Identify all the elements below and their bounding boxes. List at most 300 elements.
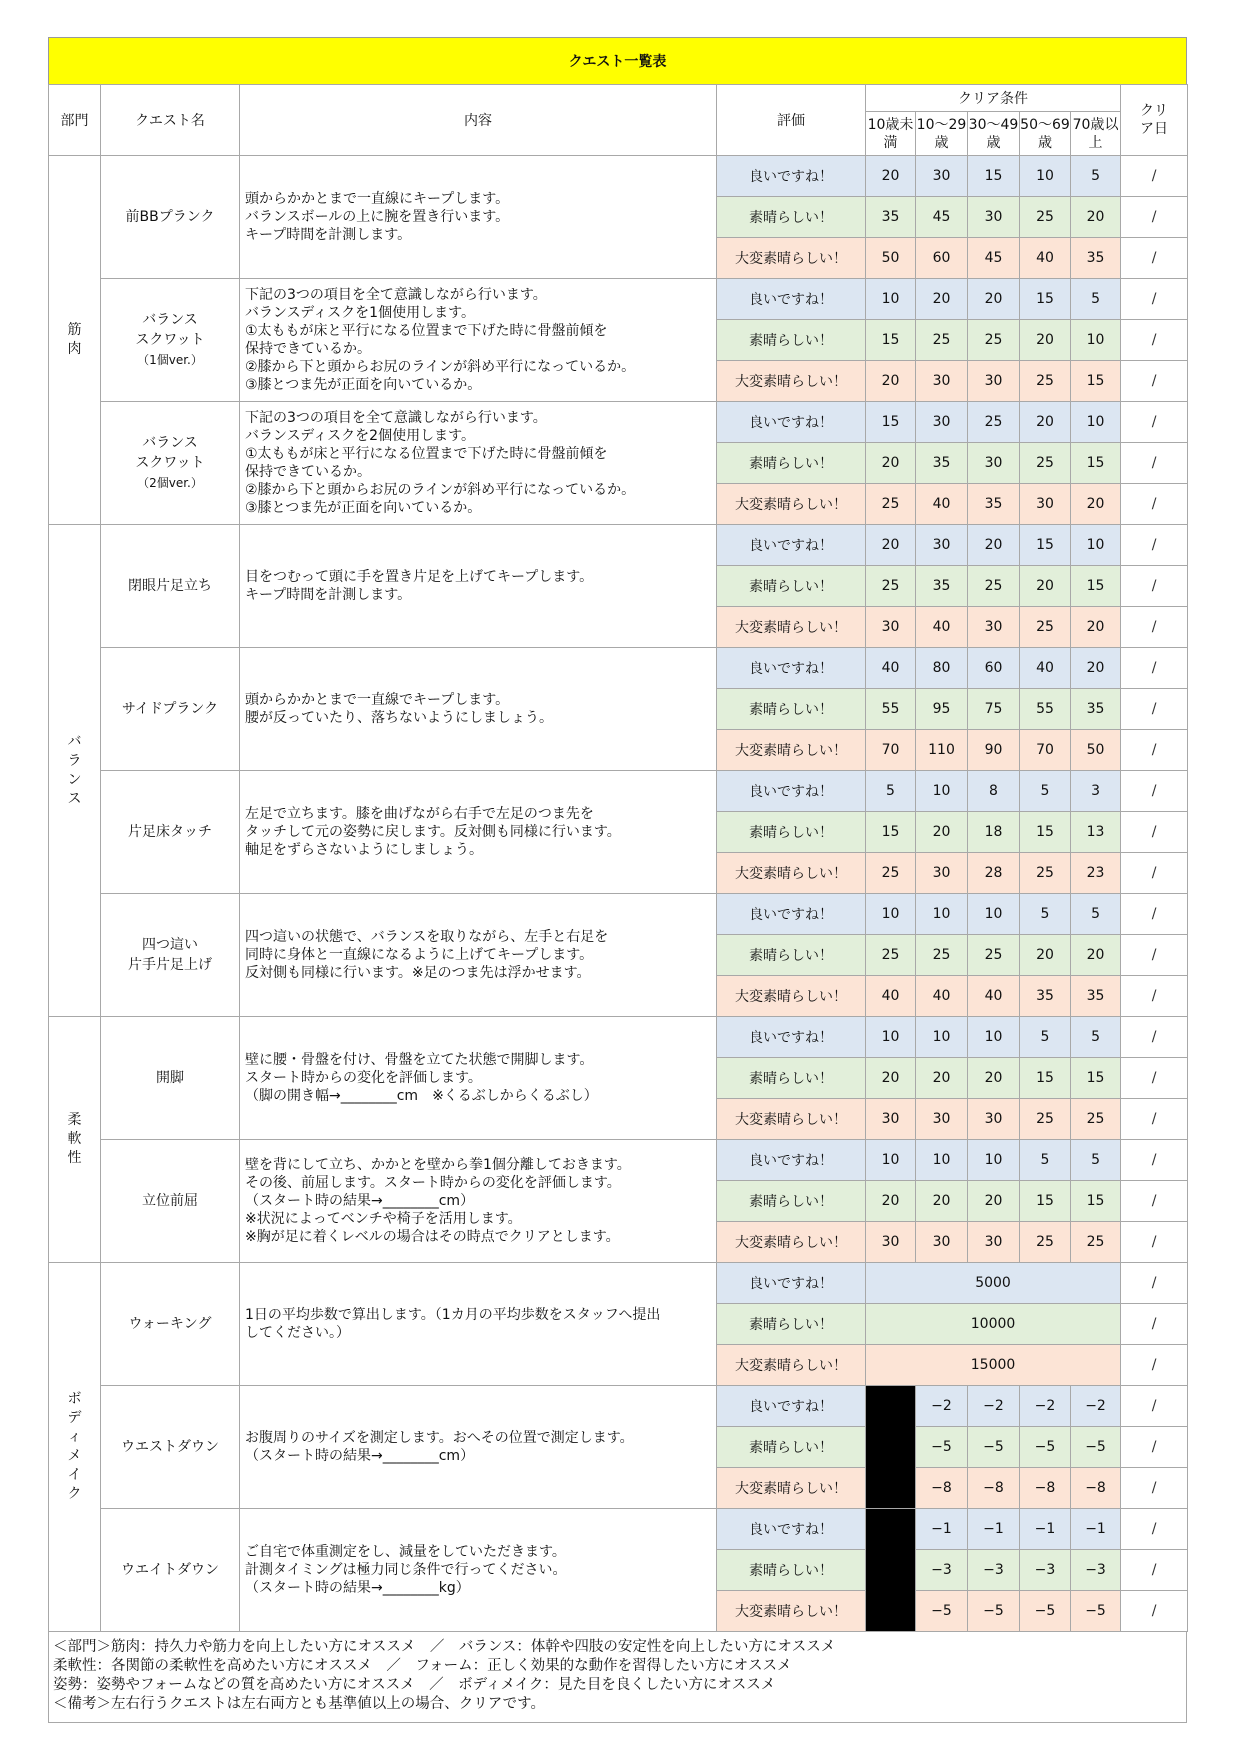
value-cell: −3	[968, 1550, 1020, 1591]
footer-notes	[48, 1632, 1187, 1723]
value-cell: 25	[866, 484, 916, 525]
value-cell: 25	[866, 853, 916, 894]
clear-day-cell[interactable]: /	[1121, 443, 1188, 484]
blackout-cell	[866, 1509, 916, 1632]
content-line: ご自宅で体重測定をし、減量をしていただきます。	[245, 1544, 566, 1560]
value-cell: 25	[968, 402, 1020, 443]
header-age-2	[968, 112, 1020, 156]
header-clear-condition: クリア条件	[866, 85, 1121, 112]
footer-line: 柔軟性：各関節の柔軟性を高めたい方にオススメ ／ フォーム：正しく効果的な動作を習得したい方にオススメ	[53, 1658, 792, 1674]
text-line: スクワット	[135, 455, 205, 471]
text-line: 立位前屈	[142, 1193, 198, 1209]
clear-day-cell[interactable]: /	[1121, 1386, 1188, 1427]
footer-line: ＜部門＞筋肉：持久力や筋力を向上したい方にオススメ ／ バランス：体幹や四肢の安定性を向上したい方にオススメ	[53, 1639, 836, 1655]
content-line: ②膝から下と頭からお尻のラインが斜め平行になっているか。	[245, 359, 636, 375]
clear-day-cell[interactable]: /	[1121, 238, 1188, 279]
text-line: イ	[67, 1467, 82, 1483]
content-line: 1日の平均歩数で算出します。（1カ月の平均歩数をスタッフへ提出	[245, 1307, 661, 1323]
table-row	[49, 525, 1188, 566]
table-row	[49, 1140, 1188, 1181]
blackout-cell	[866, 1386, 916, 1509]
text-line: 29歳	[934, 116, 967, 151]
quest-name	[101, 1386, 240, 1509]
value-cell: 30	[866, 1099, 916, 1140]
clear-day-cell[interactable]: /	[1121, 689, 1188, 730]
quest-name	[101, 648, 240, 771]
value-cell: −5	[1071, 1591, 1121, 1632]
value-cell: 15	[1020, 279, 1071, 320]
value-cell: 15	[1020, 1181, 1071, 1222]
content-line: 反対側も同様に行います。※足のつま先は浮かせます。	[245, 965, 591, 981]
content-line: 腰が反っていたり、落ちないようにしましょう。	[245, 710, 553, 726]
value-cell: 25	[866, 935, 916, 976]
text-line: スクワット	[135, 332, 205, 348]
value-cell: 40	[866, 648, 916, 689]
text-line: ス	[67, 790, 82, 807]
value-cell: 23	[1071, 853, 1121, 894]
content-line: お腹周りのサイズを測定します。おへその位置で測定します。	[245, 1430, 634, 1446]
value-cell: 15	[968, 156, 1020, 197]
text-line: バランス	[142, 435, 198, 451]
value-cell: 5	[1071, 156, 1121, 197]
rating-label: 良いですね！	[717, 156, 866, 197]
rating-label: 素晴らしい！	[717, 935, 866, 976]
clear-day-cell[interactable]: /	[1121, 1509, 1188, 1550]
value-cell: 25	[1020, 607, 1071, 648]
content-line: 保持できているか。	[245, 341, 371, 357]
text-line: ウエストダウン	[121, 1439, 219, 1455]
header-content: 内容	[240, 85, 717, 156]
value-cell: 13	[1071, 812, 1121, 853]
value-cell: 30	[968, 197, 1020, 238]
clear-day-cell[interactable]: /	[1121, 1427, 1188, 1468]
value-cell: −3	[1020, 1550, 1071, 1591]
content-line: 計測タイミングは極力同じ条件で行ってください。	[245, 1562, 567, 1578]
text-line: 閉眼片足立ち	[128, 578, 212, 594]
clear-day-cell[interactable]: /	[1121, 1017, 1188, 1058]
text-line: メ	[67, 1448, 82, 1464]
value-cell: 35	[1071, 976, 1121, 1017]
text-line: ラ	[67, 752, 82, 769]
value-cell: 3	[1071, 771, 1121, 812]
content-line: キープ時間を計測します。	[245, 587, 412, 603]
value-cell: 55	[1020, 689, 1071, 730]
clear-day-cell[interactable]: /	[1121, 1222, 1188, 1263]
value-cell: 10	[968, 1017, 1020, 1058]
value-cell: 25	[1020, 1099, 1071, 1140]
value-cell: 20	[1020, 566, 1071, 607]
text-line: ク	[67, 1486, 82, 1502]
table-row	[49, 402, 1188, 443]
value-cell: 30	[916, 156, 968, 197]
value-cell: 30	[968, 1222, 1020, 1263]
rating-label: 大変素晴らしい！	[717, 607, 866, 648]
value-cell: 15	[866, 812, 916, 853]
clear-day-cell[interactable]: /	[1121, 730, 1188, 771]
content-line: 下記の3つの項目を全て意識しながら行います。	[245, 410, 547, 426]
value-cell: 20	[916, 1181, 968, 1222]
text-line: 片足床タッチ	[128, 824, 212, 840]
value-cell: 30	[968, 361, 1020, 402]
value-cell: 10	[916, 1140, 968, 1181]
value-cell: 5	[866, 771, 916, 812]
sheet-title: クエスト一覧表	[48, 37, 1187, 84]
value-cell: 10	[968, 894, 1020, 935]
text-line: サイドプランク	[121, 701, 219, 717]
value-cell: 35	[1020, 976, 1071, 1017]
content-line: ①太ももが床と平行になる位置まで下げた時に骨盤前傾を	[245, 446, 608, 462]
clear-day-cell[interactable]: /	[1121, 566, 1188, 607]
value-cell: −1	[1020, 1509, 1071, 1550]
value-cell: 20	[1020, 402, 1071, 443]
value-cell: 30	[916, 402, 968, 443]
value-cell: −8	[968, 1468, 1020, 1509]
value-cell: 25	[968, 566, 1020, 607]
rating-label: 大変素晴らしい！	[717, 484, 866, 525]
rating-label: 大変素晴らしい！	[717, 730, 866, 771]
clear-day-cell[interactable]: /	[1121, 1099, 1188, 1140]
text-line: デ	[67, 1410, 82, 1426]
value-cell: −8	[1071, 1468, 1121, 1509]
table-row	[49, 771, 1188, 812]
value-cell: 5	[1071, 894, 1121, 935]
value-cell: 40	[916, 484, 968, 525]
value-cell: 25	[1020, 197, 1071, 238]
value-cell: 25	[1020, 361, 1071, 402]
value-cell: 5	[1071, 1140, 1121, 1181]
value-cell: 20	[866, 156, 916, 197]
content-line: ※胸が足に着くレベルの場合はその時点でクリアとします。	[245, 1229, 620, 1245]
value-cell: 20	[866, 1181, 916, 1222]
table-row	[49, 1263, 1188, 1304]
rating-label: 大変素晴らしい！	[717, 1345, 866, 1386]
text-line: ウエイトダウン	[121, 1562, 219, 1578]
content-line: ※状況によってベンチや椅子を活用します。	[245, 1211, 522, 1227]
value-cell: 55	[866, 689, 916, 730]
content-line: ①太ももが床と平行になる位置まで下げた時に骨盤前傾を	[245, 323, 608, 339]
clear-day-cell[interactable]: /	[1121, 853, 1188, 894]
table-row	[49, 1509, 1188, 1550]
clear-day-cell[interactable]: /	[1121, 525, 1188, 566]
value-cell: −1	[1071, 1509, 1121, 1550]
value-cell: 8	[968, 771, 1020, 812]
rating-label: 大変素晴らしい！	[717, 1468, 866, 1509]
value-cell: 15	[866, 320, 916, 361]
text-line: 以上	[1088, 116, 1119, 151]
header-dept: 部門	[49, 85, 101, 156]
rating-label: 良いですね！	[717, 1263, 866, 1304]
footer-line: 姿勢：姿勢やフォームなどの質を高めたい方にオススメ ／ ボディメイク：見た目を良くしたい方にオススメ	[53, 1677, 776, 1693]
value-cell: −8	[916, 1468, 968, 1509]
text-line: 片手片足上げ	[128, 957, 212, 973]
text-line: 性	[67, 1150, 82, 1166]
quest-name	[101, 156, 240, 279]
clear-day-cell[interactable]: /	[1121, 484, 1188, 525]
quest-name	[101, 894, 240, 1017]
value-cell: 20	[1071, 607, 1121, 648]
quest-name	[101, 1263, 240, 1386]
quest-content	[240, 1017, 717, 1140]
content-line: バランスボールの上に腕を置き行います。	[245, 209, 510, 225]
content-line: （スタート時の結果→________cm）	[245, 1193, 475, 1209]
content-line: 四つ這いの状態で、バランスを取りながら、左手と右足を	[245, 929, 609, 945]
value-cell: −2	[1071, 1386, 1121, 1427]
header-rating: 評価	[717, 85, 866, 156]
value-cell: 50	[1071, 730, 1121, 771]
value-cell: 25	[1071, 1222, 1121, 1263]
rating-label: 素晴らしい！	[717, 812, 866, 853]
rating-label: 良いですね！	[717, 1017, 866, 1058]
value-cell: 15	[1020, 1058, 1071, 1099]
clear-day-cell[interactable]: /	[1121, 1181, 1188, 1222]
text-line: 柔	[67, 1112, 82, 1128]
text-line: 69歳	[1038, 116, 1070, 151]
value-cell: 40	[916, 607, 968, 648]
quest-name	[101, 1017, 240, 1140]
text-line: ン	[67, 771, 82, 788]
clear-day-cell[interactable]: /	[1121, 402, 1188, 443]
quest-name	[101, 1509, 240, 1632]
value-cell: 20	[866, 1058, 916, 1099]
header-clear-day	[1121, 85, 1188, 156]
table-row	[49, 894, 1188, 935]
clear-day-cell[interactable]: /	[1121, 1468, 1188, 1509]
text-line: ボ	[67, 1391, 82, 1407]
clear-day-cell[interactable]: /	[1121, 197, 1188, 238]
quest-sub: （1個ver.）	[137, 353, 203, 367]
content-line: （スタート時の結果→________cm）	[245, 1448, 475, 1464]
clear-day-cell[interactable]: /	[1121, 894, 1188, 935]
quest-content	[240, 771, 717, 894]
clear-day-cell[interactable]: /	[1121, 976, 1188, 1017]
value-cell: −5	[968, 1591, 1020, 1632]
value-cell: −5	[968, 1427, 1020, 1468]
content-line: してください。）	[245, 1325, 350, 1341]
text-line: 70歳	[1072, 116, 1105, 133]
content-line: 壁を背にして立ち、かかとを壁から拳1個分離しておきます。	[245, 1157, 631, 1173]
value-cell: 60	[916, 238, 968, 279]
quest-name	[101, 771, 240, 894]
quest-name	[101, 525, 240, 648]
content-line: （脚の開き幅→________cm ※くるぶしからくるぶし）	[245, 1088, 598, 1104]
content-line: キープ時間を計測します。	[245, 227, 412, 243]
rating-label: 素晴らしい！	[717, 1427, 866, 1468]
value-cell: 90	[968, 730, 1020, 771]
value-cell: 45	[916, 197, 968, 238]
content-line: 下記の3つの項目を全て意識しながら行います。	[245, 287, 547, 303]
text-line: 四つ這い	[142, 937, 198, 953]
text-line: 筋	[67, 322, 82, 338]
text-line: 50～	[1020, 116, 1052, 133]
table-row	[49, 1017, 1188, 1058]
content-line: バランスディスクを1個使用します。	[245, 305, 475, 321]
clear-day-cell[interactable]: /	[1121, 156, 1188, 197]
text-line: 10歳	[867, 116, 900, 133]
value-cell: 18	[968, 812, 1020, 853]
text-line: バ	[67, 733, 82, 750]
rating-label: 良いですね！	[717, 1386, 866, 1427]
value-cell: 15	[1020, 525, 1071, 566]
value-cell: 20	[1071, 484, 1121, 525]
value-cell: 10	[916, 771, 968, 812]
quest-content	[240, 648, 717, 771]
value-cell: −2	[968, 1386, 1020, 1427]
value-cell: −8	[1020, 1468, 1071, 1509]
rating-label: 大変素晴らしい！	[717, 1591, 866, 1632]
clear-day-cell[interactable]: /	[1121, 1345, 1188, 1386]
quest-content	[240, 402, 717, 525]
value-cell: 30	[866, 607, 916, 648]
value-cell: 35	[968, 484, 1020, 525]
value-cell: −2	[916, 1386, 968, 1427]
section-label	[49, 156, 101, 525]
rating-label: 良いですね！	[717, 648, 866, 689]
header-age-1	[916, 112, 968, 156]
value-cell: 30	[968, 607, 1020, 648]
rating-label: 大変素晴らしい！	[717, 853, 866, 894]
value-cell: 40	[1020, 648, 1071, 689]
value-cell: 10	[866, 1140, 916, 1181]
quest-name	[101, 402, 240, 525]
value-cell: 15	[866, 402, 916, 443]
value-cell: 5	[1071, 279, 1121, 320]
value-cell: −5	[916, 1591, 968, 1632]
value-cell: 25	[916, 935, 968, 976]
content-line: 同時に身体と一直線になるように上げてキープします。	[245, 947, 594, 963]
clear-day-cell[interactable]: /	[1121, 648, 1188, 689]
rating-label: 大変素晴らしい！	[717, 361, 866, 402]
content-line: バランスディスクを2個使用します。	[245, 428, 475, 444]
rating-label: 良いですね！	[717, 279, 866, 320]
clear-day-cell[interactable]: /	[1121, 771, 1188, 812]
clear-day-cell[interactable]: /	[1121, 1058, 1188, 1099]
clear-day-cell[interactable]: /	[1121, 320, 1188, 361]
text-line: ィ	[67, 1429, 82, 1445]
rating-label: 大変素晴らしい！	[717, 1222, 866, 1263]
content-line: その後、前屈します。スタート時からの変化を評価します。	[245, 1175, 621, 1191]
value-cell: 10	[1071, 525, 1121, 566]
value-cell: −1	[968, 1509, 1020, 1550]
section-label	[49, 1017, 101, 1263]
value-cell: −5	[1020, 1427, 1071, 1468]
value-cell: 35	[1071, 238, 1121, 279]
value-cell: 60	[968, 648, 1020, 689]
quest-name	[101, 1140, 240, 1263]
clear-day-cell[interactable]: /	[1121, 1550, 1188, 1591]
text-line: ウォーキング	[128, 1316, 212, 1332]
value-cell: 25	[866, 566, 916, 607]
value-cell: 30	[916, 1099, 968, 1140]
rating-label: 良いですね！	[717, 1509, 866, 1550]
rating-label: 素晴らしい！	[717, 443, 866, 484]
value-cell: 10000	[866, 1304, 1121, 1345]
clear-day-cell[interactable]: /	[1121, 607, 1188, 648]
rating-label: 良いですね！	[717, 402, 866, 443]
clear-day-cell[interactable]: /	[1121, 812, 1188, 853]
value-cell: 30	[968, 1099, 1020, 1140]
value-cell: 40	[1020, 238, 1071, 279]
clear-day-cell[interactable]: /	[1121, 1263, 1188, 1304]
rating-label: 良いですね！	[717, 771, 866, 812]
value-cell: 15	[1020, 812, 1071, 853]
value-cell: 75	[968, 689, 1020, 730]
value-cell: 20	[1020, 935, 1071, 976]
value-cell: 70	[1020, 730, 1071, 771]
section-label	[49, 525, 101, 1017]
quest-content	[240, 156, 717, 279]
content-line: ②膝から下と頭からお尻のラインが斜め平行になっているか。	[245, 482, 636, 498]
value-cell: 80	[916, 648, 968, 689]
value-cell: 10	[1020, 156, 1071, 197]
value-cell: 5	[1020, 1140, 1071, 1181]
value-cell: 15000	[866, 1345, 1121, 1386]
value-cell: 10	[866, 1017, 916, 1058]
value-cell: 20	[1071, 935, 1121, 976]
clear-day-cell[interactable]: /	[1121, 1304, 1188, 1345]
rating-label: 大変素晴らしい！	[717, 1099, 866, 1140]
content-line: 壁に腰・骨盤を付け、骨盤を立てた状態で開脚します。	[245, 1052, 594, 1068]
content-line: （スタート時の結果→________kg）	[245, 1580, 470, 1596]
value-cell: 20	[968, 1181, 1020, 1222]
rating-label: 素晴らしい！	[717, 1304, 866, 1345]
value-cell: 30	[1020, 484, 1071, 525]
value-cell: 30	[916, 853, 968, 894]
value-cell: 110	[916, 730, 968, 771]
quest-content	[240, 1386, 717, 1509]
clear-day-cell[interactable]: /	[1121, 279, 1188, 320]
content-line: 目をつむって頭に手を置き片足を上げてキープします。	[245, 569, 594, 585]
value-cell: 5000	[866, 1263, 1121, 1304]
quest-name	[101, 279, 240, 402]
value-cell: 30	[916, 525, 968, 566]
text-line: 49歳	[986, 116, 1019, 151]
clear-day-cell[interactable]: /	[1121, 935, 1188, 976]
content-line: ③膝とつま先が正面を向いているか。	[245, 377, 482, 393]
table-row	[49, 279, 1188, 320]
value-cell: 25	[968, 320, 1020, 361]
value-cell: 15	[1071, 1058, 1121, 1099]
clear-day-cell[interactable]: /	[1121, 361, 1188, 402]
value-cell: −5	[1071, 1427, 1121, 1468]
value-cell: 30	[866, 1222, 916, 1263]
section-label	[49, 1263, 101, 1632]
value-cell: 30	[916, 361, 968, 402]
value-cell: 5	[1071, 1017, 1121, 1058]
value-cell: 15	[1071, 361, 1121, 402]
value-cell: 20	[916, 1058, 968, 1099]
clear-day-cell[interactable]: /	[1121, 1140, 1188, 1181]
table-row	[49, 1386, 1188, 1427]
quest-content	[240, 894, 717, 1017]
header-quest: クエスト名	[101, 85, 240, 156]
quest-content	[240, 1509, 717, 1632]
value-cell: 10	[968, 1140, 1020, 1181]
content-line: 左足で立ちます。膝を曲げながら右手で左足のつま先を	[245, 806, 594, 822]
table-row	[49, 156, 1188, 197]
value-cell: 25	[1020, 853, 1071, 894]
value-cell: 20	[968, 279, 1020, 320]
rating-label: 良いですね！	[717, 1140, 866, 1181]
value-cell: 10	[866, 894, 916, 935]
value-cell: 15	[1071, 566, 1121, 607]
value-cell: −3	[1071, 1550, 1121, 1591]
clear-day-cell[interactable]: /	[1121, 1591, 1188, 1632]
value-cell: 20	[1071, 197, 1121, 238]
text-line: 軟	[67, 1131, 82, 1147]
text-line: 30～	[968, 116, 1001, 133]
value-cell: 95	[916, 689, 968, 730]
rating-label: 大変素晴らしい！	[717, 976, 866, 1017]
